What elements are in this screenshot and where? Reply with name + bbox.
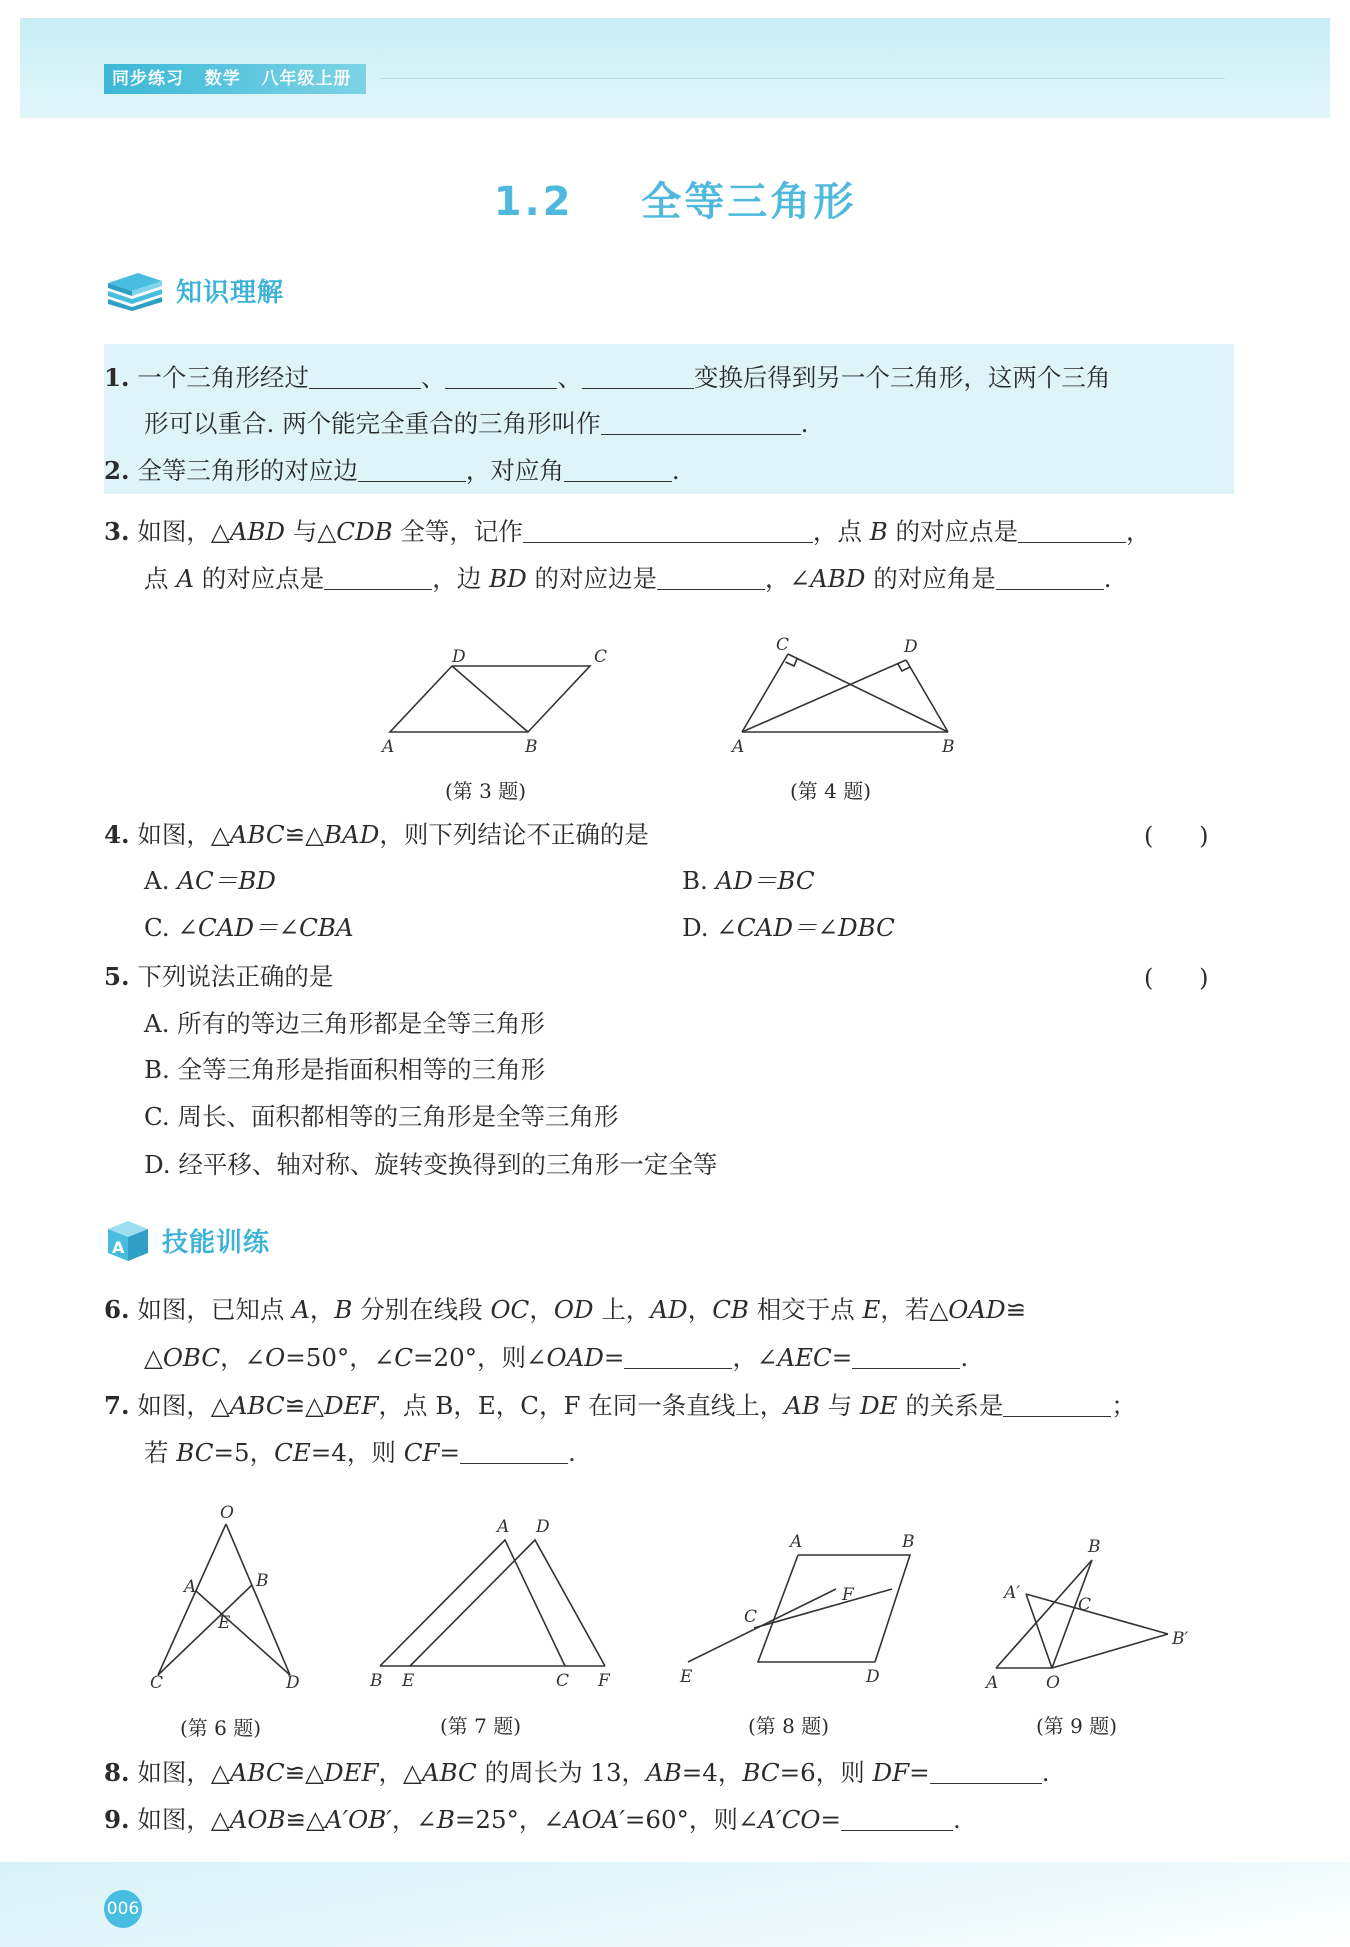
section-knowledge-label: 知识理解 [176,277,285,308]
figure-3-label-b: B [525,737,538,757]
figure-7-label-a: A [497,1517,510,1537]
figure-8-path-aed [758,1555,875,1662]
figure-6-label-d: D [286,1673,300,1693]
figure-8-label-b: B [902,1532,915,1552]
figure-6-line-ad [196,1591,290,1675]
figure-4-side-ac [742,654,788,732]
page-number: 006 [104,1890,142,1928]
figure-7-triangle-def [410,1540,605,1666]
section-skills-label: 技能训练 [162,1227,271,1258]
figure-4 [720,630,980,760]
figure-9-line-ob1 [1052,1634,1168,1668]
figure-7-label-c: C [556,1671,570,1691]
question-4-option-a: A. AC＝BD [144,866,276,895]
figure-8-path-abd [798,1555,910,1662]
figure-8-label-e: E [680,1667,693,1687]
question-5-option-b: B. 全等三角形是指面积相等的三角形 [144,1055,546,1084]
figure-9-label-a-prime: A′ [1004,1583,1021,1603]
question-7-line-2: 若 BC=5，CE=4，则 CF= . [144,1437,576,1467]
question-8: 8. 如图，△ABC≌△DEF，△ABC 的周长为 13，AB=4，BC=6，则 DF= . [104,1757,1050,1787]
footer-band [0,1862,1350,1947]
question-4-option-c: C. ∠CAD＝∠CBA [144,913,354,942]
question-4: 4. 如图，△ABC≌△BAD，则下列结论不正确的是 [104,820,649,849]
figure-9-label-o: O [1046,1673,1060,1693]
figure-9-line-a1b1 [1026,1594,1168,1634]
section-knowledge-heading [104,265,284,315]
books-icon [104,269,166,311]
question-1-line-2: 形可以重合. 两个能完全重合的三角形叫作 . [144,408,809,438]
figure-8-label-a: A [790,1532,803,1552]
figure-4-caption: (第 4 题) [790,779,872,803]
question-1-line-1: 1. 一个三角形经过 、 、 变换后得到另一个三角形，这两个三角 [104,362,1111,392]
figure-3-diagonal-bd [452,666,528,732]
figure-6-line-oc [158,1524,226,1675]
figure-8-label-c: C [744,1607,758,1627]
question-6-line-2: △OBC，∠O=50°，∠C=20°，则∠OAD= ，∠AEC= . [144,1342,969,1372]
question-5: 5. 下列说法正确的是 [104,962,334,991]
question-3-line-2: 点 A 的对应点是 ，边 BD 的对应边是 ，∠ABD 的对应角是 . [144,563,1112,593]
figure-8 [670,1520,930,1690]
question-5-answer-paren: ( ) [1144,964,1209,992]
question-4-option-b: B. AD＝BC [682,866,815,895]
question-6-line-1: 6. 如图，已知点 A，B 分别在线段 OC，OD 上，AD，CB 相交于点 E，若△OAD≌ [104,1295,1027,1324]
svg-text:A: A [112,1238,125,1257]
figure-8-label-d: D [866,1667,880,1687]
figure-9-caption: (第 9 题) [1036,1714,1118,1738]
series-tag: 同步练习 数学 八年级上册 [104,64,366,94]
figure-9-label-c: C [1078,1595,1092,1615]
figure-8-caption: (第 8 题) [748,1714,830,1738]
figure-7-label-f: F [598,1671,610,1691]
figure-9-label-a: A [986,1673,999,1693]
figure-7 [360,1510,630,1690]
figure-7-label-d: D [536,1517,550,1537]
question-5-option-d: D. 经平移、轴对称、旋转变换得到的三角形一定全等 [144,1150,718,1179]
cube-icon [104,1217,152,1263]
figure-3-label-c: C [594,647,608,667]
figure-6-label-e: E [218,1613,231,1633]
figure-6 [140,1500,310,1693]
question-9: 9. 如图，△AOB≌△A′OB′，∠B=25°，∠AOA′=60°，则∠A′CO= . [104,1804,961,1834]
figure-6-caption: (第 6 题) [180,1716,262,1740]
figure-3 [370,640,620,760]
figure-6-line-od [226,1524,290,1675]
question-4-option-d: D. ∠CAD＝∠DBC [682,913,895,942]
question-5-option-c: C. 周长、面积都相等的三角形是全等三角形 [144,1102,619,1131]
section-skills-heading [104,1215,270,1265]
figure-4-side-cb [788,654,948,732]
figure-4-label-d: D [904,637,918,657]
question-3-line-1: 3. 如图，△ABD 与△CDB 全等，记作 ，点 B 的对应点是 ， [104,516,1151,546]
figure-7-caption: (第 7 题) [440,1714,522,1738]
figure-9-label-b: B [1088,1537,1101,1557]
figure-6-label-b: B [256,1571,269,1591]
figure-7-label-e: E [402,1671,415,1691]
question-4-answer-paren: ( ) [1144,822,1209,850]
figure-9 [980,1530,1200,1693]
figure-4-label-a: A [732,737,745,757]
figure-4-right-angle-c [786,659,798,666]
figure-6-label-c: C [150,1673,164,1693]
figure-3-label-d: D [452,647,466,667]
figure-7-label-b: B [370,1671,383,1691]
figure-4-label-c: C [776,635,790,655]
figure-8-label-f: F [842,1585,854,1605]
question-7-line-1: 7. 如图，△ABC≌△DEF，点 B，E，C，F 在同一条直线上，AB 与 DE 的关系是 ； [104,1390,1136,1420]
header-rule [380,78,1225,79]
figure-3-label-a: A [382,737,395,757]
question-5-option-a: A. 所有的等边三角形都是全等三角形 [144,1009,545,1038]
figure-9-label-b-prime: B′ [1172,1629,1189,1649]
figure-6-label-o: O [220,1503,234,1523]
figure-4-label-b: B [942,737,955,757]
page-title: 1.2 全等三角形 [493,179,857,225]
figure-6-label-a: A [184,1577,197,1597]
figure-3-caption: (第 3 题) [445,779,527,803]
question-2: 2. 全等三角形的对应边 ，对应角 . [104,455,680,485]
